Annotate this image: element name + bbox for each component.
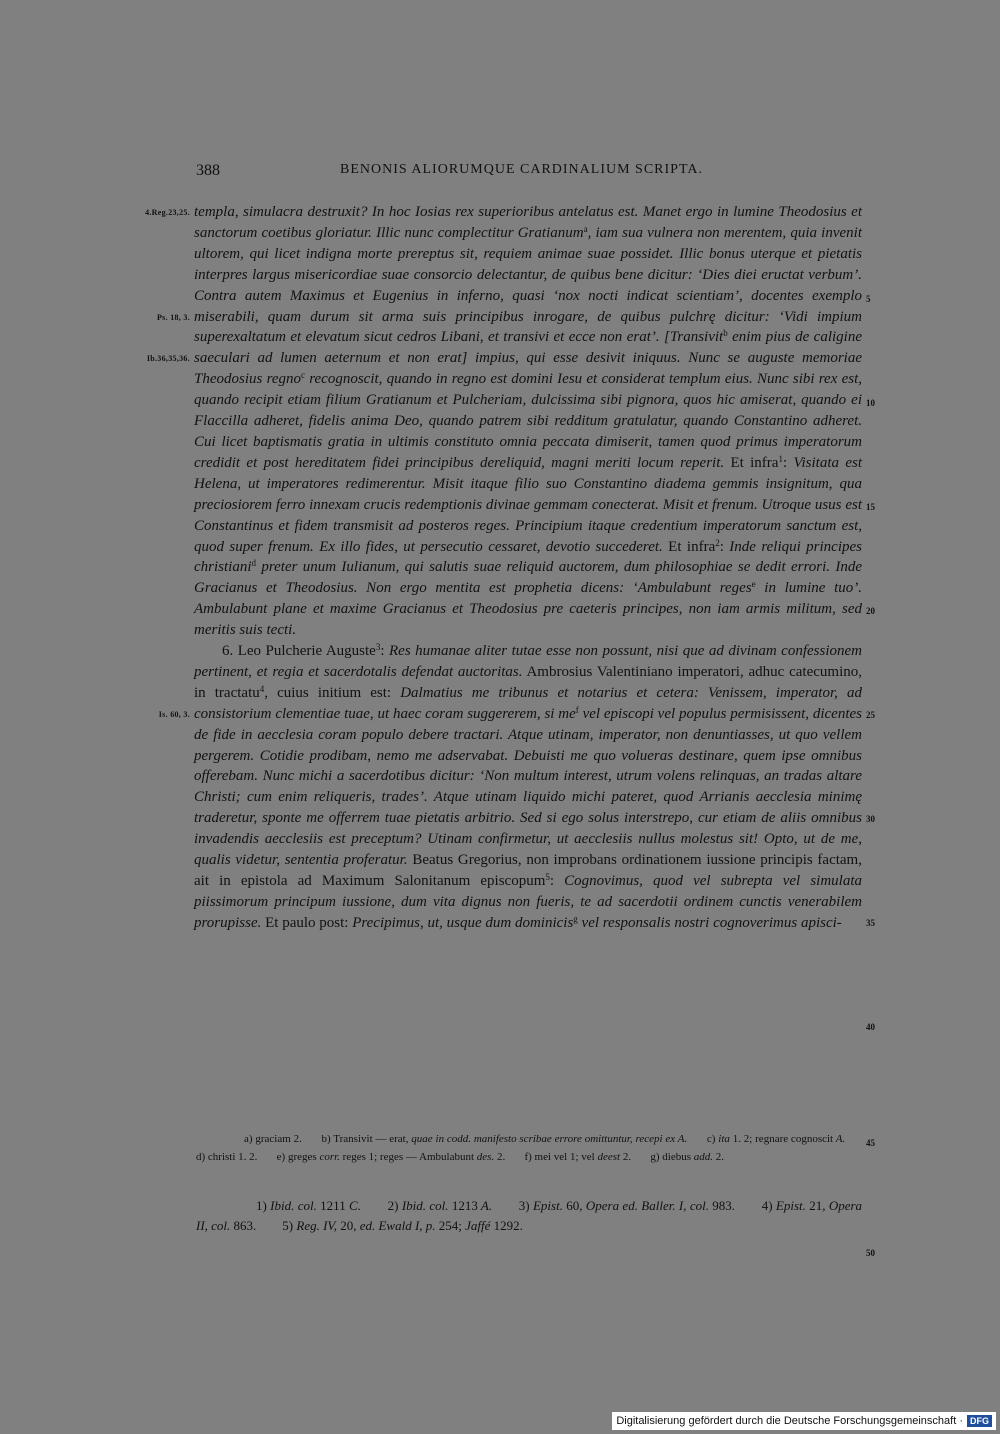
text-run: 6. Leo Pulcherie Auguste (222, 643, 376, 660)
line-number: 45 (866, 1138, 875, 1148)
line-number: 20 (866, 606, 875, 616)
apparatus-entry-e-text: reges 1; reges — Ambulabunt (339, 1151, 475, 1163)
footnote-entries (196, 1196, 862, 1236)
footnote-1: 1) (256, 1198, 267, 1213)
footnote-2-letter: A. (477, 1198, 493, 1213)
footnote-3-source: Epist. (529, 1198, 563, 1213)
text-run: : (549, 873, 565, 889)
footnote-marker: 3 (375, 642, 381, 653)
footnote-5-jaffe-num: 1292. (490, 1218, 523, 1233)
quotation: templa, simulacra destruxit? In hoc Iosias rex superioribus antelatus est. Manet ergo in lumine Theodosius et sanctorum coetibus gloriatur. Illic nunc complectitur Gratianum (194, 204, 862, 241)
text-run: : (380, 643, 389, 660)
line-number: 5 (866, 294, 871, 304)
footnote-4: 4) (761, 1198, 773, 1213)
apparatus-entry-e: e) greges (276, 1151, 317, 1163)
line-number: 25 (866, 710, 875, 720)
footnote-2: 2) (387, 1198, 399, 1213)
margin-reference: Is. 60, 3. (158, 710, 190, 719)
apparatus-entry-f: f) mei vel 1; vel (524, 1151, 595, 1163)
line-number: 10 (866, 398, 875, 408)
dfg-logo: DFG (967, 1415, 992, 1427)
footnote-3: 3) (518, 1198, 530, 1213)
apparatus-entries (196, 1130, 862, 1166)
apparatus-marker: f (575, 704, 579, 715)
footnote-3-edition: Opera ed. Baller. I, col. (582, 1198, 709, 1213)
footnote-4-edition: Opera II, col. (196, 1198, 863, 1233)
quotation: Precipimus, ut, usque dum dominicis (352, 914, 574, 931)
page-header (0, 160, 1000, 186)
main-text (194, 202, 862, 934)
text-run: Ambrosius Valentiniano imperatori, adhuc catecumino, in tractatu (194, 663, 862, 701)
apparatus-entry-f-note: deest (594, 1151, 621, 1163)
apparatus-marker: d (251, 558, 257, 569)
quotation: Inde reliqui principes christiani (194, 538, 862, 576)
quotation: Cognovimus, quod vel subrepta vel simulata piissimorum principum iussione, dum vita dignus non fueris, te ad sacerdotii ordinem cunctis venerabilem prorupisse. (194, 873, 862, 931)
footnotes (196, 1196, 862, 1236)
apparatus-marker: a (583, 223, 588, 234)
text-run: : (782, 454, 794, 471)
line-number: 50 (866, 1248, 875, 1258)
apparatus-entry-b: b) Transivit — erat, (321, 1133, 409, 1145)
footnote-4-num: 21, (805, 1198, 826, 1213)
apparatus-marker: e (751, 579, 756, 590)
credit-text: Digitalisierung gefördert durch die Deutsche Forschungsgemeinschaft · (616, 1415, 963, 1427)
line-number: 40 (866, 1022, 875, 1032)
line-number: 15 (866, 502, 875, 512)
footnote-5-source: Reg. IV, (293, 1218, 337, 1233)
footnote-5-page: 254; (435, 1218, 462, 1233)
apparatus-marker: c (301, 370, 306, 381)
apparatus-entry-g-note: add. (690, 1151, 713, 1163)
quotation: enim pius de caligine saeculari ad lumen aeternum et non erat] impius, qui esse desivit iniquus. Nunc se auguste memoriae Theodosius regno (194, 329, 862, 388)
quotation: vel episcopi vel populus permisissent, dicentes de fide in aecclesia coram populo debere tractari. Atque utinam, imperator, non denuntiasses, ut quo vellem pergerem. Cotidie prodibam, nemo me adservabat. Debuisti me quo volueras destinare, quem ipse omnibus offerebam. Nunc michi a sacerdotibus dicitur: ‘Non multum interest, utrum volens relinquas, an tradas altare Christi; cum enim reliqueris, trades’. Atque utinam liquido michi pateret, quod Arrianis aecclesia minimę traderetur, sponte me offerrem tuae pietatis arbitrio. Sed si ego solus interstrepo, cur etiam de aliis omnibus invadendis aecclesiis est preceptum? Utinam confirmetur, ut aecclesiis nullus molestus sit! Opto, ut de me, qualis videtur, sententia proferatur. (194, 705, 862, 869)
quotation: , iam sua vulnera non merentem, quia invenit ultorem, qui licet indigna morte prereptus sit, requiem animae suae possidet. Illic bonus uterque et pietatis interpres largus misericordiae suae consorcio delectantur, de quibus bene dicitur: ‘Dies diei eructat verbum’. Contra autem Maximus et Eugenius in inferno, quasi ‘nox nocti indicat scientiam’, docentes exemplo miserabili, quam durum sit arma suis principibus inrogare, de quibus pulchrę dicitur: ‘Vidi impium superexaltatum et elevatum sicut cedros Libani, et transivi et ecce non erat’. [Transivit (194, 224, 862, 346)
margin-reference: 4.Reg.23,25. (145, 208, 190, 217)
apparatus-entry-g: g) diebus (650, 1151, 691, 1163)
quotation: Visitata est Helena, ut imperatores redimerentur. Misit itaque filio suo Constantino diadema gemmis insignitum, qua preciosiorem ferro innexam crucis redemptionis divinae gemmam conecterat. Misit et frenum. Utroque usus est Constantinus et fidem transmisit ad posteros reges. Principium itaque credentium imperatorum sanctum est, quod super frenum. Ex illo fides, ut persecutio cessaret, devotio succederet. (194, 454, 862, 555)
apparatus-entry-c: c) (706, 1133, 716, 1145)
footnote-3-num: 60, (562, 1198, 583, 1213)
apparatus-marker: g (573, 913, 578, 924)
apparatus-entry-f-end: 2. (620, 1151, 632, 1163)
apparatus-entry-c-note: ita (715, 1133, 730, 1145)
footnote-5-jaffe: Jaffé (461, 1218, 491, 1233)
paragraph (194, 202, 862, 641)
footnote-2-source: Ibid. col. (398, 1198, 449, 1213)
text-run: , cuius initium est: (264, 684, 401, 701)
line-number: 30 (866, 814, 875, 824)
quotation: Res humanae aliter tutae esse non possunt, nisi que ad divinam confessionem pertinent, et regia et sacerdotalis defendat auctoritas. (194, 643, 862, 680)
footnote-4-source: Epist. (772, 1198, 806, 1213)
text-run: Et paulo post: (261, 914, 353, 931)
margin-reference: Ib.36,35,36. (146, 354, 190, 363)
footnote-1-source: Ibid. col. (266, 1198, 317, 1213)
digitization-credit (612, 1412, 996, 1430)
apparatus-entry-b-note: quae in codd. manifesto scribae errore omittuntur, recepi ex A. (408, 1133, 688, 1145)
text-run: Et infra (662, 538, 716, 555)
quotation: Dalmatius me tribunus et notarius et cetera: Venissem, imperator, ad consistorium clementiae tuae, ut haec coram suggererem, si me (194, 684, 862, 722)
apparatus-entry-d: d) christi 1. 2. (196, 1151, 258, 1163)
quotation: recognoscit, quando in regno est domini Iesu et considerat templum eius. Nunc sibi rex est, quando recipit etiam filium Gratianum et Pulcheriam, dulcissima sibi pignora, quos hic amiserat, quando ei Flaccilla adheret, fidelis anima Deo, quando patrem sibi redditum gratulatur, quando Constantino adheret. Cui licet baptismatis gratia in ultimis constituto omnia peccata dimiserit, tamen quod primus imperatorum credidit et post hereditatem fidei principibus dereliquid, magni meriti locum reperit. (194, 371, 863, 471)
footnote-1-letter: C. (345, 1198, 361, 1213)
apparatus-entry-c-siglum: A. (833, 1133, 846, 1145)
running-title: BENONIS ALIORUMQUE CARDINALIUM SCRIPTA. (340, 162, 704, 177)
footnote-3-col: 983. (708, 1198, 736, 1213)
line-number: 35 (866, 918, 875, 928)
text-run: Et infra (724, 454, 779, 471)
apparatus-entry-e-end: 2. (494, 1151, 506, 1163)
quotation: vel responsalis nostri cognoverimus apisci- (577, 914, 842, 931)
footnote-2-col: 1213 (448, 1198, 478, 1213)
apparatus-entry-e-des: des. (474, 1151, 495, 1163)
text-run: Beatus Gregorius, non improbans ordinationem iussione principis factam, ait in epistola ad Maximum Salonitanum episcopum (194, 852, 862, 889)
footnote-5-num: 20, (336, 1218, 357, 1233)
apparatus-entry-e-note: corr. (316, 1151, 340, 1163)
apparatus-entry-g-end: 2. (712, 1151, 724, 1163)
footnote-marker: 2 (715, 537, 720, 548)
margin-reference: Ps. 18, 3. (157, 313, 190, 322)
apparatus-marker: b (723, 328, 728, 339)
paragraph (194, 641, 862, 934)
footnote-1-col: 1211 (316, 1198, 346, 1213)
page-number: 388 (196, 162, 220, 179)
footnote-5-edition: ed. Ewald I, p. (356, 1218, 436, 1233)
footnote-4-col: 863. (230, 1218, 257, 1233)
footnote-marker: 1 (778, 453, 783, 464)
apparatus-entry-a: a) graciam 2. (244, 1133, 302, 1145)
quotation: preter unum Iulianum, qui salutis suae reliquid auctorem, dum philosophiae se dedit errori. Inde Gracianus et Theodosius. Non ergo mentita est prophetia dicens: ‘Ambulabunt reges (194, 559, 862, 597)
footnote-marker: 5 (545, 872, 550, 882)
footnote-marker: 4 (259, 683, 265, 694)
footnote-5: 5) (282, 1218, 294, 1233)
apparatus-entry-c-text: 1. 2; regnare cognoscit (729, 1133, 834, 1145)
quotation: in lumine tuo’. Ambulabunt plane et maxime Gracianus et Theodosius pre caeteris principes, non iam armis militum, sed meritis suis tecti. (194, 580, 862, 639)
critical-apparatus (196, 1130, 862, 1166)
text-run: : (719, 538, 730, 555)
